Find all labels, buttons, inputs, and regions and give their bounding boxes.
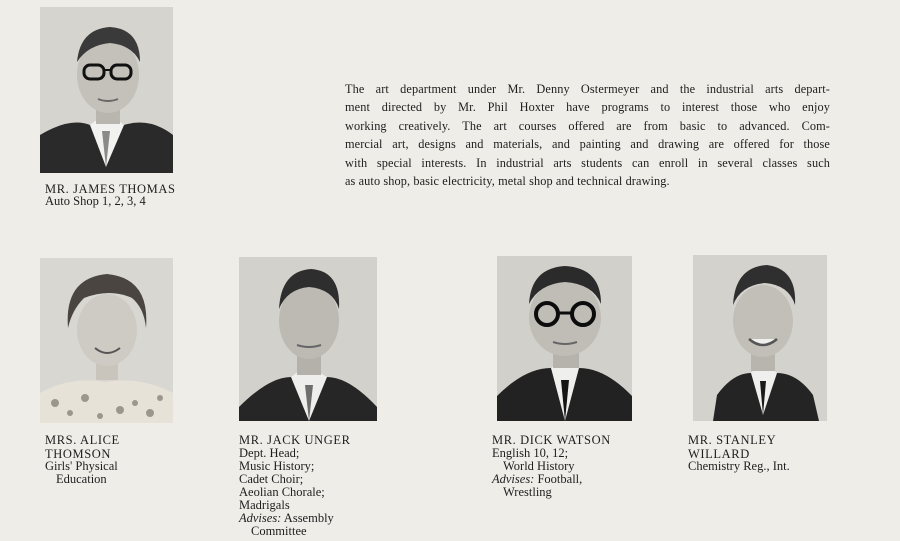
portrait-dick-watson <box>497 256 632 421</box>
portrait-jack-unger <box>239 257 377 421</box>
advises-activity: Assembly <box>283 511 334 525</box>
faculty-subject: Chemistry Reg., Int. <box>688 459 790 473</box>
faculty-subject: Madrigals <box>239 498 290 512</box>
faculty-subject: World History <box>503 459 575 473</box>
paragraph-line: with special interests. In industrial arts students can enroll in several classes such <box>345 155 830 170</box>
faculty-name: MR. DICK WATSON <box>492 433 611 447</box>
paragraph-line: mercial art, designs and materials, and painting and drawing are offered for those <box>345 137 830 152</box>
faculty-subject: Dept. Head; <box>239 446 300 460</box>
intro-paragraph <box>345 80 830 190</box>
faculty-subject: Girls' Physical <box>45 459 118 473</box>
faculty-advises: Wrestling <box>503 485 552 499</box>
faculty-name: MRS. ALICE THOMSON <box>45 433 120 461</box>
paragraph-line: working creatively. The art courses offered are from basic to advanced. Com- <box>345 118 830 133</box>
faculty-subject: Auto Shop 1, 2, 3, 4 <box>45 194 146 208</box>
paragraph-line: ment directed by Mr. Phil Hoxter have programs to interest those who enjoy <box>345 100 830 115</box>
advises-label: Advises: <box>239 511 282 525</box>
portrait-alice-thomson <box>40 258 173 423</box>
faculty-name: MR. JAMES THOMAS <box>45 182 176 196</box>
advises-activity: Football, <box>537 472 583 486</box>
faculty-subject: Aeolian Chorale; <box>239 485 325 499</box>
faculty-advises: Committee <box>251 524 307 538</box>
paragraph-line: The art department under Mr. Denny Ostermeyer and the industrial arts depart- <box>345 82 830 96</box>
faculty-name: MR. JACK UNGER <box>239 433 351 447</box>
portrait-james-thomas <box>40 7 173 173</box>
faculty-subject: English 10, 12; <box>492 446 569 460</box>
faculty-subject: Education <box>56 472 107 486</box>
portrait-stanley-willard <box>693 255 827 421</box>
advises-label: Advises: <box>492 472 535 486</box>
faculty-name: MR. STANLEY WILLARD <box>688 433 777 461</box>
faculty-subject: Cadet Choir; <box>239 472 304 486</box>
faculty-subject: Music History; <box>239 459 315 473</box>
paragraph-line: as auto shop, basic electricity, metal shop and technical drawing. <box>345 174 670 189</box>
